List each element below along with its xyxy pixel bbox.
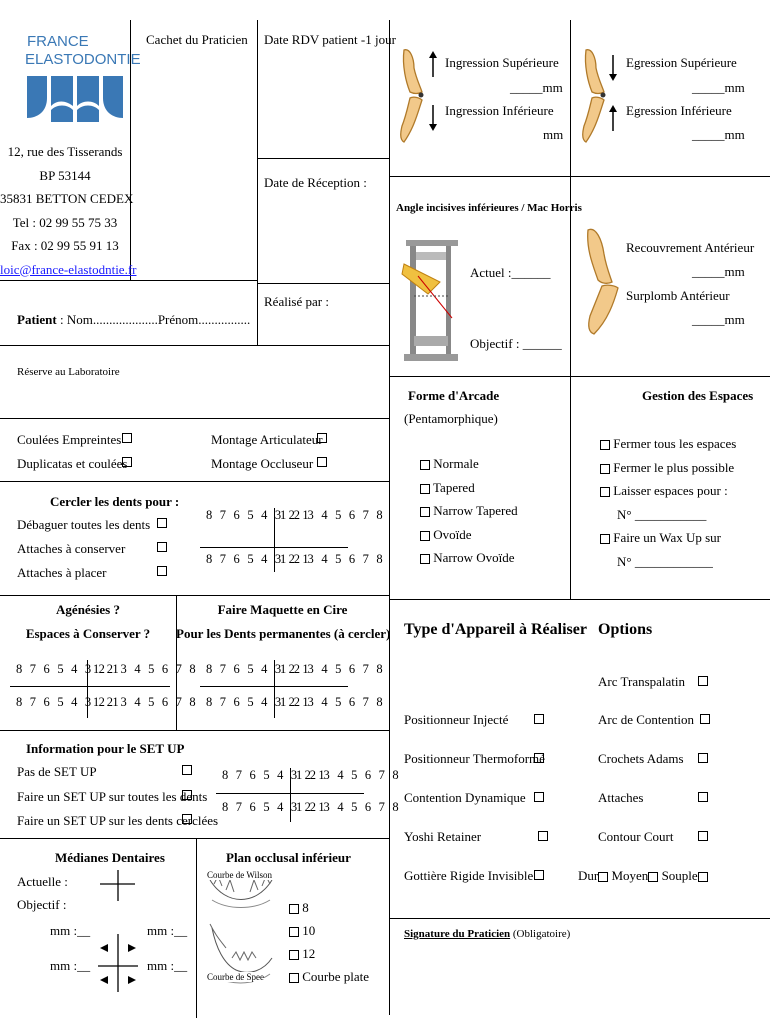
date-rdv-label: Date RDV patient -1 jour [264,32,396,47]
surplomb-value[interactable]: _____mm [692,312,745,327]
setup-circled-label: Faire un SET UP sur les dents cerclées [17,813,219,828]
egression-inf-label: Egression Inférieure [626,103,732,118]
plan-option[interactable] [289,919,369,942]
plan-option-label: 10 [302,923,316,938]
medianes-actuelle-label: Actuelle : [17,874,68,889]
appareil-label: Gottière Rigide Invisible [404,868,534,883]
montage-occ-label: Montage Occluseur [211,456,314,471]
arcade-checkbox[interactable] [420,554,430,564]
teeth-lower-right: 1 2 3 4 5 6 7 8 [93,695,198,709]
maquette-subtitle: Pour les Dents permanentes (à cercler) [176,626,391,641]
divider [0,838,389,839]
souple-checkbox[interactable] [698,872,708,882]
teeth-lower-left: 8 7 6 5 4 3 2 1 [206,695,311,709]
espaces-options [600,432,736,573]
teeth-upper-right: 1 2 3 4 5 6 7 8 [93,662,198,676]
teeth-upper-right: 1 2 3 4 5 6 7 8 [280,662,385,676]
appareil-checkbox[interactable] [534,714,544,724]
arcade-option[interactable] [420,452,518,476]
recouvrement-label: Recouvrement Antérieur [626,240,755,255]
arcade-checkbox[interactable] [420,484,430,494]
signature-field[interactable] [404,928,570,940]
setup-none-checkbox[interactable] [182,765,192,775]
arcade-options [420,452,518,570]
dur-label: Dur [578,868,599,883]
arcade-option[interactable] [420,476,518,500]
arrow-down-icon [608,54,618,86]
arcade-title: Forme d'Arcade [408,388,500,403]
signature-label: Signature du Praticien [404,928,511,940]
teeth-lower-right: 1 2 3 4 5 6 7 8 [280,695,385,709]
spee-curve-illustration [206,918,276,994]
egression-sup-value[interactable]: _____mm [692,80,745,95]
teeth-upper-left: 8 7 6 5 4 3 2 1 [206,508,311,522]
arcade-option-label: Normale [433,456,479,471]
teeth-upper-left: 8 7 6 5 4 3 2 1 [222,768,327,782]
teeth-lower-left: 8 7 6 5 4 3 2 1 [222,800,327,814]
wax-checkbox[interactable] [600,534,610,544]
divider [389,599,770,600]
montage-occ-checkbox[interactable] [317,457,327,467]
signature-note: (Obligatoire) [510,928,571,940]
email-link[interactable]: loic@france-elastodntie.fr [0,261,137,277]
appareil-checkbox[interactable] [534,870,544,880]
tooth-ingression-icon [396,46,428,150]
ingression-inf-value[interactable]: mm [543,127,564,142]
espaces-conserver-title: Espaces à Conserver ? [25,626,151,641]
address-line: BP 53144 [39,167,91,183]
divider [570,20,571,600]
midline-cross-icon [100,870,136,906]
median-lower-left-field[interactable]: mm :__ [50,958,91,973]
arcade-option-label: Narrow Ovoïde [433,550,515,565]
realise-par-label: Réalisé par : [264,294,329,309]
coulees-label: Coulées Empreintes [17,432,122,447]
arcade-option[interactable] [420,523,518,547]
appareil-label: Positionneur Thermoformé [404,751,545,766]
divider [0,481,389,482]
cercler-title: Cercler les dents pour : [50,494,180,509]
options-title: Options [598,621,653,638]
espaces-title: Gestion des Espaces [642,388,754,403]
teeth-lower-left: 8 7 6 5 4 3 2 1 [16,695,121,709]
option-checkbox[interactable] [698,831,708,841]
patient-name-text: : Nom....................Prénom................ [56,312,251,327]
medianes-title: Médianes Dentaires [55,850,165,865]
montage-art-checkbox[interactable] [317,433,327,443]
date-reception-label: Date de Réception : [264,175,367,190]
plan-checkbox[interactable] [289,973,299,983]
teeth-upper-left: 8 7 6 5 4 3 2 1 [16,662,121,676]
moyen-label: Moyen [611,868,649,883]
teeth-upper-left: 8 7 6 5 4 3 2 1 [206,662,311,676]
fermer-plus-label: Fermer le plus possible [613,459,735,475]
option-checkbox[interactable] [700,714,710,724]
arcade-option-label: Ovoïde [433,526,472,542]
svg-text:ELASTODONTIE: ELASTODONTIE [25,51,141,68]
appareil-label: Contention Dynamique [404,790,526,805]
debaguer-checkbox[interactable] [157,518,167,528]
plan-option-label: Courbe plate [302,969,370,984]
appareil-checkbox[interactable] [538,831,548,841]
divider [389,176,770,177]
appareil-title: Type d'Appareil à Réaliser [404,621,587,638]
fermer-tous-label: Fermer tous les espaces [613,436,737,451]
attaches-conserver-checkbox[interactable] [157,542,167,552]
plan-option[interactable] [289,965,369,988]
patient-label: Patient [17,312,57,327]
ingression-sup-label: Ingression Supérieure [445,55,559,70]
hardness-options [578,868,708,884]
fermer-tous-option[interactable] [600,432,736,456]
appareil-label: Yoshi Retainer [404,829,482,844]
teeth-grid-cercler[interactable] [200,506,385,572]
setup-all-label: Faire un SET UP sur toutes les dents [17,789,208,804]
surplomb-label: Surplomb Antérieur [626,288,730,303]
arcade-checkbox[interactable] [420,531,430,541]
arcade-option-label: Tapered [433,479,475,495]
attaches-conserver-label: Attaches à conserver [17,541,126,556]
divider [196,838,197,1018]
agenesies-title: Agénésies ? [56,602,120,617]
midline-arrows-icon [98,932,138,998]
appareil-checkbox[interactable] [534,792,544,802]
moyen-checkbox[interactable] [648,872,658,882]
wax-label: Faire un Wax Up sur [613,530,722,545]
teeth-lower-right: 1 2 3 4 5 6 7 8 [296,800,401,814]
fermer-tous-checkbox[interactable] [600,440,610,450]
arcade-option[interactable] [420,499,518,523]
arcade-checkbox[interactable] [420,507,430,517]
arcade-option-label: Narrow Tapered [433,503,518,518]
setup-circled-checkbox[interactable] [182,814,192,824]
appareil-label: Positionneur Injecté [404,712,509,727]
setup-all-checkbox[interactable] [182,790,192,800]
svg-text:FRANCE: FRANCE [27,33,89,50]
debaguer-label: Débaguer toutes les dents [17,517,151,532]
teeth-grid-setup[interactable] [216,768,401,822]
teeth-lower-left: 8 7 6 5 4 3 2 1 [206,552,311,566]
divider [0,730,389,731]
company-logo [25,26,141,126]
divider [0,418,389,419]
divider [257,20,258,345]
option-checkbox[interactable] [698,792,708,802]
plan-options [289,896,369,988]
angle-objectif-field[interactable]: Objectif : ______ [470,336,562,351]
option-checkbox[interactable] [698,753,708,763]
divider [389,918,770,919]
teeth-upper-right: 1 2 3 4 5 6 7 8 [280,508,385,522]
fermer-plus-option[interactable] [600,456,736,480]
duplicatas-checkbox[interactable] [122,457,132,467]
angle-title: Angle incisives inférieures / Mac Horris [396,202,582,214]
option-label: Crochets Adams [598,751,684,766]
plan-checkbox[interactable] [289,950,299,960]
teeth-grid-agenesies[interactable] [10,660,198,718]
option-label: Attaches [598,790,644,805]
setup-title: Information pour le SET UP [26,741,185,756]
plan-option[interactable] [289,942,369,965]
arrow-up-icon [608,104,618,136]
address-line: 12, rue des Tisserands [7,144,123,159]
egression-inf-value[interactable]: _____mm [692,127,745,142]
patient-field[interactable] [17,312,250,328]
coulees-checkbox[interactable] [122,433,132,443]
setup-none-label: Pas de SET UP [17,764,97,779]
teeth-lower-right: 1 2 3 4 5 6 7 8 [280,552,385,566]
company-address [0,140,137,281]
dur-checkbox[interactable] [598,872,608,882]
laisser-checkbox[interactable] [600,487,610,497]
plan-option-label: 12 [302,946,316,961]
arcade-checkbox[interactable] [420,460,430,470]
wilson-label: Courbe de Wilson [207,870,272,880]
laisser-option[interactable] [600,479,736,503]
arrow-up-icon [428,50,438,82]
divider [0,595,389,596]
plan-checkbox[interactable] [289,927,299,937]
plan-title: Plan occlusal inférieur [226,850,351,865]
plan-option-label: 8 [302,900,309,915]
fermer-plus-checkbox[interactable] [600,464,610,474]
teeth-grid-maquette[interactable] [200,660,385,718]
option-label: Contour Court [598,829,674,844]
divider [257,283,389,284]
appareil-checkbox[interactable] [534,753,544,763]
fax: Fax : 02 99 55 91 13 [11,238,119,253]
ingression-inf-label: Ingression Inférieure [445,103,554,118]
arrow-down-icon [428,104,438,136]
tooth-egression-icon [578,46,610,150]
spee-label: Courbe de Spee [207,972,264,982]
arcade-option[interactable] [420,546,518,570]
arcade-subtitle: (Pentamorphique) [404,411,498,426]
option-label: Arc de Contention [598,712,695,727]
wax-number-field[interactable]: N° ____________ [617,553,713,569]
divider [0,345,389,346]
egression-sup-label: Egression Supérieure [626,55,737,70]
recouvrement-value[interactable]: _____mm [692,264,745,279]
plan-option[interactable] [289,896,369,919]
median-upper-right-field[interactable]: mm :__ [147,923,188,938]
divider [257,158,389,159]
tooth-overbite-icon [582,226,622,342]
maquette-title: Faire Maquette en Cire [217,602,348,617]
option-checkbox[interactable] [698,676,708,686]
median-upper-left-field[interactable]: mm :__ [50,923,91,938]
phone: Tel : 02 99 55 75 33 [12,214,118,230]
duplicatas-label: Duplicatas et coulées [17,456,128,471]
articulator-illustration [400,236,462,368]
divider [389,20,390,1015]
ingression-sup-value[interactable]: _____mm [510,80,563,95]
divider [389,376,770,377]
laisser-label: Laisser espaces pour : [613,483,728,498]
laisser-number-field[interactable]: N° ___________ [617,506,707,522]
attaches-placer-label: Attaches à placer [17,565,107,580]
reserve-labo-label: Réserve au Laboratoire [17,366,120,378]
medianes-objectif-label: Objectif : [17,897,67,912]
address-line: 35831 BETTON CEDEX [0,191,134,206]
attaches-placer-checkbox[interactable] [157,566,167,576]
median-lower-right-field[interactable]: mm :__ [147,958,188,973]
plan-checkbox[interactable] [289,904,299,914]
teeth-upper-right: 1 2 3 4 5 6 7 8 [296,768,401,782]
cachet-label: Cachet du Praticien [146,32,248,47]
wax-option[interactable] [600,526,736,550]
angle-actuel-field[interactable]: Actuel :______ [470,265,551,280]
souple-label: Souple [661,868,698,883]
option-label: Arc Transpalatin [598,674,686,689]
montage-art-label: Montage Articulateur [211,432,323,447]
